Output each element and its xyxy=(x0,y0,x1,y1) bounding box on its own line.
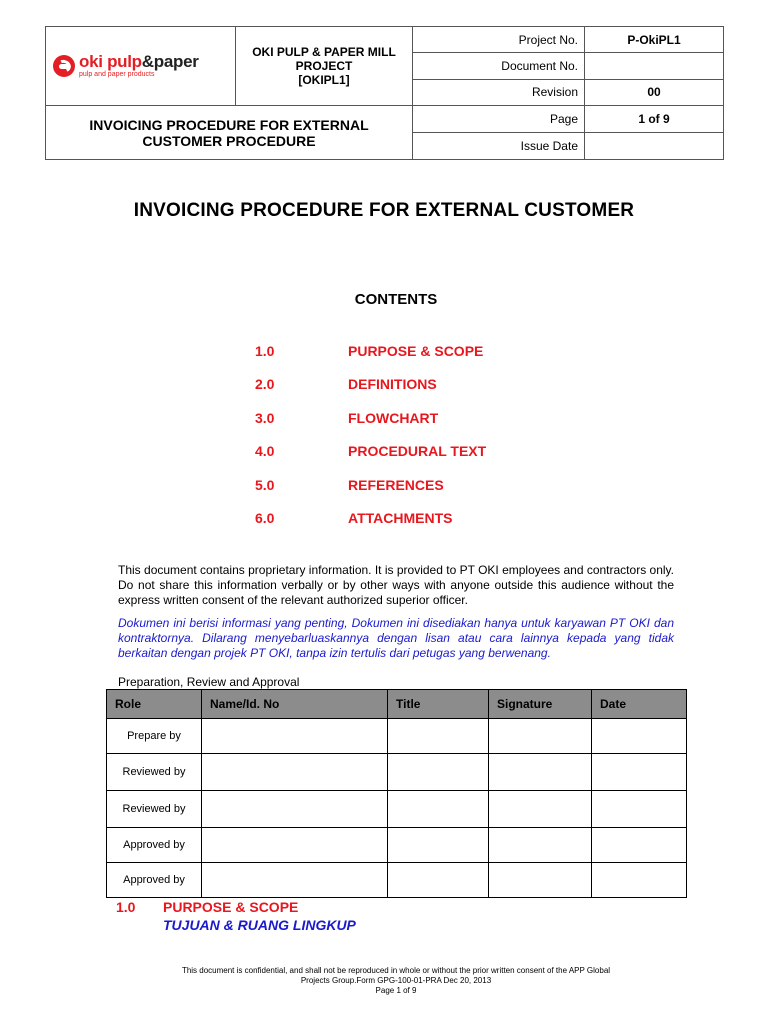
name-cell[interactable] xyxy=(202,754,388,791)
role-cell: Approved by xyxy=(107,863,202,898)
field-label-issue-date: Issue Date xyxy=(413,133,585,160)
title-cell[interactable] xyxy=(388,828,489,863)
toc-label: ATTACHMENTS xyxy=(348,510,453,526)
table-row xyxy=(107,719,687,754)
name-cell[interactable] xyxy=(202,828,388,863)
table-row xyxy=(107,791,687,828)
footer-line: Projects Group.Form GPG-100-01-PRA Dec 20, 2013 xyxy=(300,976,492,985)
header-doc-title-line: CUSTOMER PROCEDURE xyxy=(142,132,316,149)
signature-cell[interactable] xyxy=(489,719,592,754)
toc-number: 6.0 xyxy=(255,510,275,526)
approval-caption: Preparation, Review and Approval xyxy=(118,675,300,689)
toc-number: 2.0 xyxy=(255,376,275,392)
column-header-title: Title xyxy=(388,690,489,719)
header-doc-title xyxy=(46,106,413,160)
company-logo xyxy=(46,53,235,79)
footer-page-number: Page 1 of 9 xyxy=(375,986,417,995)
title-cell[interactable] xyxy=(388,863,489,898)
toc-number: 5.0 xyxy=(255,477,275,493)
field-label-page: Page xyxy=(413,106,585,133)
project-title-line: [OKIPL1] xyxy=(298,73,350,87)
date-cell[interactable] xyxy=(592,754,687,791)
toc-label: FLOWCHART xyxy=(348,410,439,426)
signature-cell[interactable] xyxy=(489,863,592,898)
project-title xyxy=(236,27,413,106)
toc-item[interactable] xyxy=(255,443,486,459)
toc-item[interactable] xyxy=(255,343,483,359)
logo-cell xyxy=(46,27,236,106)
logo-name-black: &paper xyxy=(141,52,199,71)
section-title: PURPOSE & SCOPE xyxy=(163,899,299,915)
title-cell[interactable] xyxy=(388,719,489,754)
name-cell[interactable] xyxy=(202,863,388,898)
toc-number: 3.0 xyxy=(255,410,275,426)
signature-cell[interactable] xyxy=(489,791,592,828)
role-cell: Reviewed by xyxy=(107,791,202,828)
toc-number: 1.0 xyxy=(255,343,275,359)
role-cell: Reviewed by xyxy=(107,754,202,791)
column-header-role: Role xyxy=(107,690,202,719)
toc-item[interactable] xyxy=(255,510,452,526)
role-cell: Approved by xyxy=(107,828,202,863)
signature-cell[interactable] xyxy=(489,828,592,863)
date-cell[interactable] xyxy=(592,863,687,898)
toc-label: REFERENCES xyxy=(348,477,444,493)
role-cell: Prepare by xyxy=(107,719,202,754)
header-doc-title-line: INVOICING PROCEDURE FOR EXTERNAL xyxy=(89,116,369,133)
contents-heading: CONTENTS xyxy=(354,291,438,308)
signature-cell[interactable] xyxy=(489,754,592,791)
table-row xyxy=(107,754,687,791)
project-title-line: OKI PULP & PAPER MILL xyxy=(252,45,396,59)
section-number: 1.0 xyxy=(116,899,136,915)
toc-item[interactable] xyxy=(255,477,444,493)
document-title: INVOICING PROCEDURE FOR EXTERNAL CUSTOMER xyxy=(133,200,635,221)
date-cell[interactable] xyxy=(592,791,687,828)
date-cell[interactable] xyxy=(592,719,687,754)
field-value-project-no: P-OkiPL1 xyxy=(585,27,724,53)
toc-number: 4.0 xyxy=(255,443,275,459)
field-value-document-no xyxy=(585,53,724,79)
field-label-document-no: Document No. xyxy=(413,53,585,79)
table-row xyxy=(107,863,687,898)
approval-table xyxy=(106,689,687,898)
toc-label: PROCEDURAL TEXT xyxy=(348,443,487,459)
document-header xyxy=(45,26,724,160)
name-cell[interactable] xyxy=(202,719,388,754)
title-cell[interactable] xyxy=(388,791,489,828)
confidentiality-notice-id: Dokumen ini berisi informasi yang penting, Dokumen ini disediakan hanya untuk karyawan PT OKI dan kontraktornya. Dilarang menyebarluaskannya dengan lisan atau cara lainnya kepada yang tidak berkaitan dengan projek PT OKI, tanpa izin tertulis dari petugas yang berwenang. xyxy=(118,616,674,660)
column-header-signature: Signature xyxy=(489,690,592,719)
footer-line: This document is confidential, and shall not be reproduced in whole or without the prior written consent of the APP Global xyxy=(181,966,611,975)
column-header-name: Name/Id. No xyxy=(202,690,388,719)
logo-tagline: pulp and paper products xyxy=(79,71,155,78)
section-subtitle: TUJUAN & RUANG LINGKUP xyxy=(163,917,356,933)
title-cell[interactable] xyxy=(388,754,489,791)
section-heading xyxy=(116,899,298,915)
toc-label: PURPOSE & SCOPE xyxy=(348,343,484,359)
toc-item[interactable] xyxy=(255,410,438,426)
field-value-issue-date xyxy=(585,133,724,160)
date-cell[interactable] xyxy=(592,828,687,863)
toc-item[interactable] xyxy=(255,376,437,392)
field-value-revision: 00 xyxy=(585,79,724,105)
field-label-revision: Revision xyxy=(413,79,585,105)
confidentiality-notice-en: This document contains proprietary information. It is provided to PT OKI employees and contractors only. Do not share this information verbally or by other ways with anyone outside this audience without the express written consent of the relevant authorized superior officer. xyxy=(118,563,674,607)
table-row xyxy=(107,828,687,863)
toc-label: DEFINITIONS xyxy=(348,376,437,392)
oki-logo-icon xyxy=(53,55,75,77)
field-label-project-no: Project No. xyxy=(413,27,585,53)
project-title-line: PROJECT xyxy=(295,59,353,73)
page-footer xyxy=(0,966,768,996)
name-cell[interactable] xyxy=(202,791,388,828)
column-header-date: Date xyxy=(592,690,687,719)
field-value-page: 1 of 9 xyxy=(585,106,724,133)
logo-name-red: oki pulp xyxy=(79,52,142,71)
